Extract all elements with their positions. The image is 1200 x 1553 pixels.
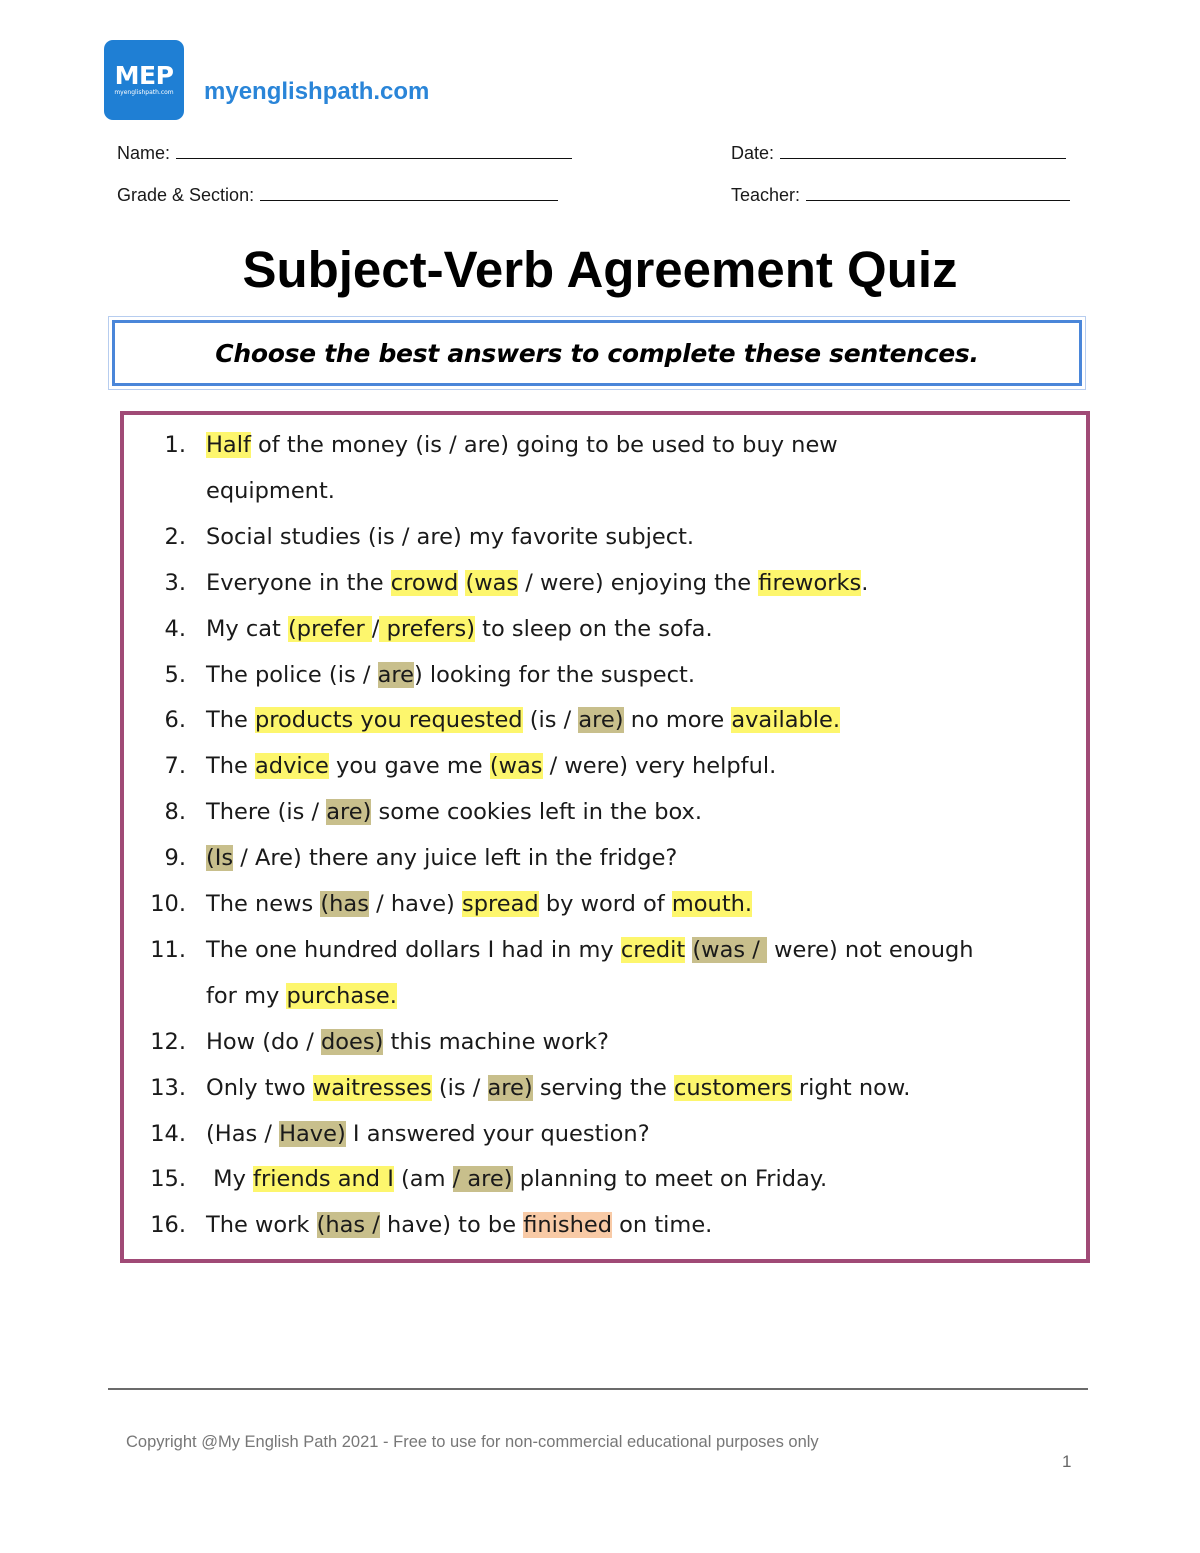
question-number: 15.	[150, 1166, 186, 1193]
highlighted-text: (prefer	[288, 615, 372, 642]
question-number: 9.	[164, 845, 186, 872]
highlighted-text: (was	[465, 569, 519, 596]
date-label: Date:	[731, 143, 775, 163]
highlighted-text: requested	[408, 707, 523, 734]
highlighted-text: spread	[461, 891, 539, 917]
question-number: 10.	[150, 891, 186, 917]
question-number: 1.	[164, 432, 186, 458]
copyright-text: Copyright @My English Path 2021 - Free to use for non-commercial educational purposes only	[126, 1433, 819, 1451]
grade-section-label: Grade & Section:	[117, 185, 255, 205]
text-segment: have) to be	[379, 1212, 524, 1239]
question-text	[206, 934, 974, 966]
text-segment: / were) enjoying the	[518, 569, 759, 596]
text-segment: by word of	[538, 891, 672, 917]
question-text	[206, 429, 838, 461]
text-segment: My	[206, 1166, 254, 1193]
text-segment: you gave me	[328, 753, 490, 780]
date-blank[interactable]	[780, 140, 1066, 159]
text-segment: (is /	[431, 1074, 488, 1101]
text-segment: / were) very helpful.	[542, 753, 777, 780]
highlighted-text: products	[255, 707, 354, 734]
text-segment: this machine work?	[383, 1028, 609, 1055]
text-segment: /	[371, 615, 380, 642]
highlighted-text: crowd	[390, 569, 459, 596]
grade-section-field	[117, 182, 558, 206]
text-segment: How (do /	[206, 1028, 321, 1055]
footer-divider	[108, 1388, 1088, 1390]
page-title: Subject-Verb Agreement Quiz	[242, 241, 958, 298]
highlighted-text: are	[377, 661, 414, 688]
text-segment: There (is /	[206, 799, 327, 826]
question-number: 13.	[150, 1074, 186, 1101]
text-segment: no more	[623, 707, 732, 734]
instructions-box	[112, 320, 1082, 386]
highlighted-text: (has	[320, 891, 369, 917]
highlighted-text: waitresses	[312, 1074, 432, 1101]
highlighted-text: Have)	[279, 1120, 346, 1147]
question-number: 14.	[150, 1120, 186, 1147]
highlighted-text: available.	[731, 707, 841, 734]
name-blank[interactable]	[176, 140, 572, 159]
teacher-field	[731, 182, 1070, 206]
text-segment: planning to meet on Friday.	[512, 1166, 828, 1193]
highlighted-text: mouth.	[671, 891, 753, 917]
highlighted-text: are)	[578, 707, 624, 734]
highlighted-text: are)	[326, 799, 372, 826]
question-number: 7.	[164, 753, 186, 780]
text-segment: .	[861, 569, 869, 596]
name-field	[117, 140, 572, 164]
text-segment: Social studies (is / are) my favorite subject.	[206, 523, 695, 550]
highlighted-text: fireworks	[758, 569, 862, 596]
text-segment: The one hundred dollars I had in my	[206, 936, 621, 963]
question-text	[206, 567, 868, 599]
question-text	[206, 796, 702, 828]
text-segment: some cookies left in the box.	[371, 799, 703, 826]
highlighted-text: (has /	[316, 1212, 380, 1239]
text-segment: The news	[206, 891, 321, 917]
question-number: 4.	[164, 615, 186, 642]
text-segment: serving the	[532, 1074, 674, 1101]
highlighted-text: finished	[523, 1212, 612, 1239]
highlighted-text: advice	[255, 753, 329, 780]
text-segment: The work	[206, 1212, 317, 1239]
highlighted-text: / are)	[452, 1166, 513, 1193]
text-segment: I answered your question?	[345, 1120, 650, 1147]
question-number: 6.	[164, 707, 186, 734]
text-segment: The police (is /	[206, 661, 378, 688]
question-text	[206, 888, 752, 920]
question-number: 12.	[150, 1028, 186, 1055]
text-segment: / have)	[368, 891, 462, 917]
instructions-text: Choose the best answers to complete these sentences.	[215, 338, 979, 368]
page-number: 1	[1062, 1452, 1072, 1471]
highlighted-text: Half	[206, 432, 251, 458]
date-field	[731, 140, 1066, 164]
question-text	[206, 1163, 827, 1195]
question-text	[206, 704, 840, 736]
highlighted-text: does)	[320, 1028, 384, 1055]
highlighted-text: are)	[487, 1074, 533, 1101]
question-number: 5.	[164, 661, 186, 688]
question-text	[206, 1118, 650, 1150]
highlighted-text: you	[353, 707, 409, 734]
question-number: 8.	[164, 799, 186, 826]
question-text	[206, 842, 677, 874]
highlighted-text: prefers)	[379, 615, 475, 642]
question-text	[206, 1209, 712, 1241]
text-segment: equipment.	[206, 477, 335, 504]
text-segment: / Are) there any juice left in the fridge?	[233, 845, 678, 872]
text-segment: The	[206, 707, 255, 734]
question-number: 11.	[150, 936, 186, 963]
text-segment: Only two	[206, 1074, 313, 1101]
highlighted-text: friends and I	[253, 1166, 394, 1193]
text-segment: (am	[393, 1166, 453, 1193]
mep-logo	[104, 40, 184, 120]
logo-subtext: myenglishpath.com	[114, 89, 174, 96]
question-number: 3.	[164, 569, 186, 596]
text-segment: were) not enough	[766, 936, 974, 963]
logo-text: MEP	[114, 61, 174, 90]
highlighted-text: credit	[620, 936, 686, 963]
question-text	[206, 521, 694, 553]
text-segment: right now.	[791, 1074, 911, 1101]
question-text	[206, 613, 713, 645]
highlighted-text: (Is	[206, 845, 234, 872]
text-segment: on time.	[612, 1212, 713, 1239]
text-segment: to sleep on the sofa.	[475, 615, 713, 642]
question-text	[206, 1072, 910, 1104]
site-url[interactable]: myenglishpath.com	[204, 78, 430, 105]
grade-section-blank[interactable]	[260, 182, 558, 201]
question-number: 16.	[150, 1212, 186, 1239]
highlighted-text: purchase.	[286, 982, 397, 1009]
name-label: Name:	[117, 143, 171, 163]
text-segment: My cat	[206, 615, 289, 642]
question-text	[206, 980, 397, 1012]
text-segment: (is /	[522, 707, 579, 734]
question-text	[206, 659, 695, 691]
highlighted-text: customers	[674, 1074, 792, 1101]
question-text	[206, 750, 776, 782]
question-text	[206, 1026, 609, 1058]
text-segment: Everyone in the	[206, 569, 391, 596]
text-segment: for my	[206, 982, 287, 1009]
highlighted-text: (was	[489, 753, 543, 780]
text-segment: of the money (is / are) going to be used to buy new	[250, 432, 838, 458]
highlighted-text: (was /	[692, 936, 767, 963]
question-text	[206, 475, 335, 507]
text-segment: (Has /	[206, 1120, 280, 1147]
question-number: 2.	[164, 523, 186, 550]
text-segment: The	[206, 753, 255, 780]
text-segment: ) looking for the suspect.	[413, 661, 695, 688]
teacher-label: Teacher:	[731, 185, 801, 205]
quiz-box	[120, 411, 1090, 1263]
teacher-blank[interactable]	[806, 182, 1070, 201]
